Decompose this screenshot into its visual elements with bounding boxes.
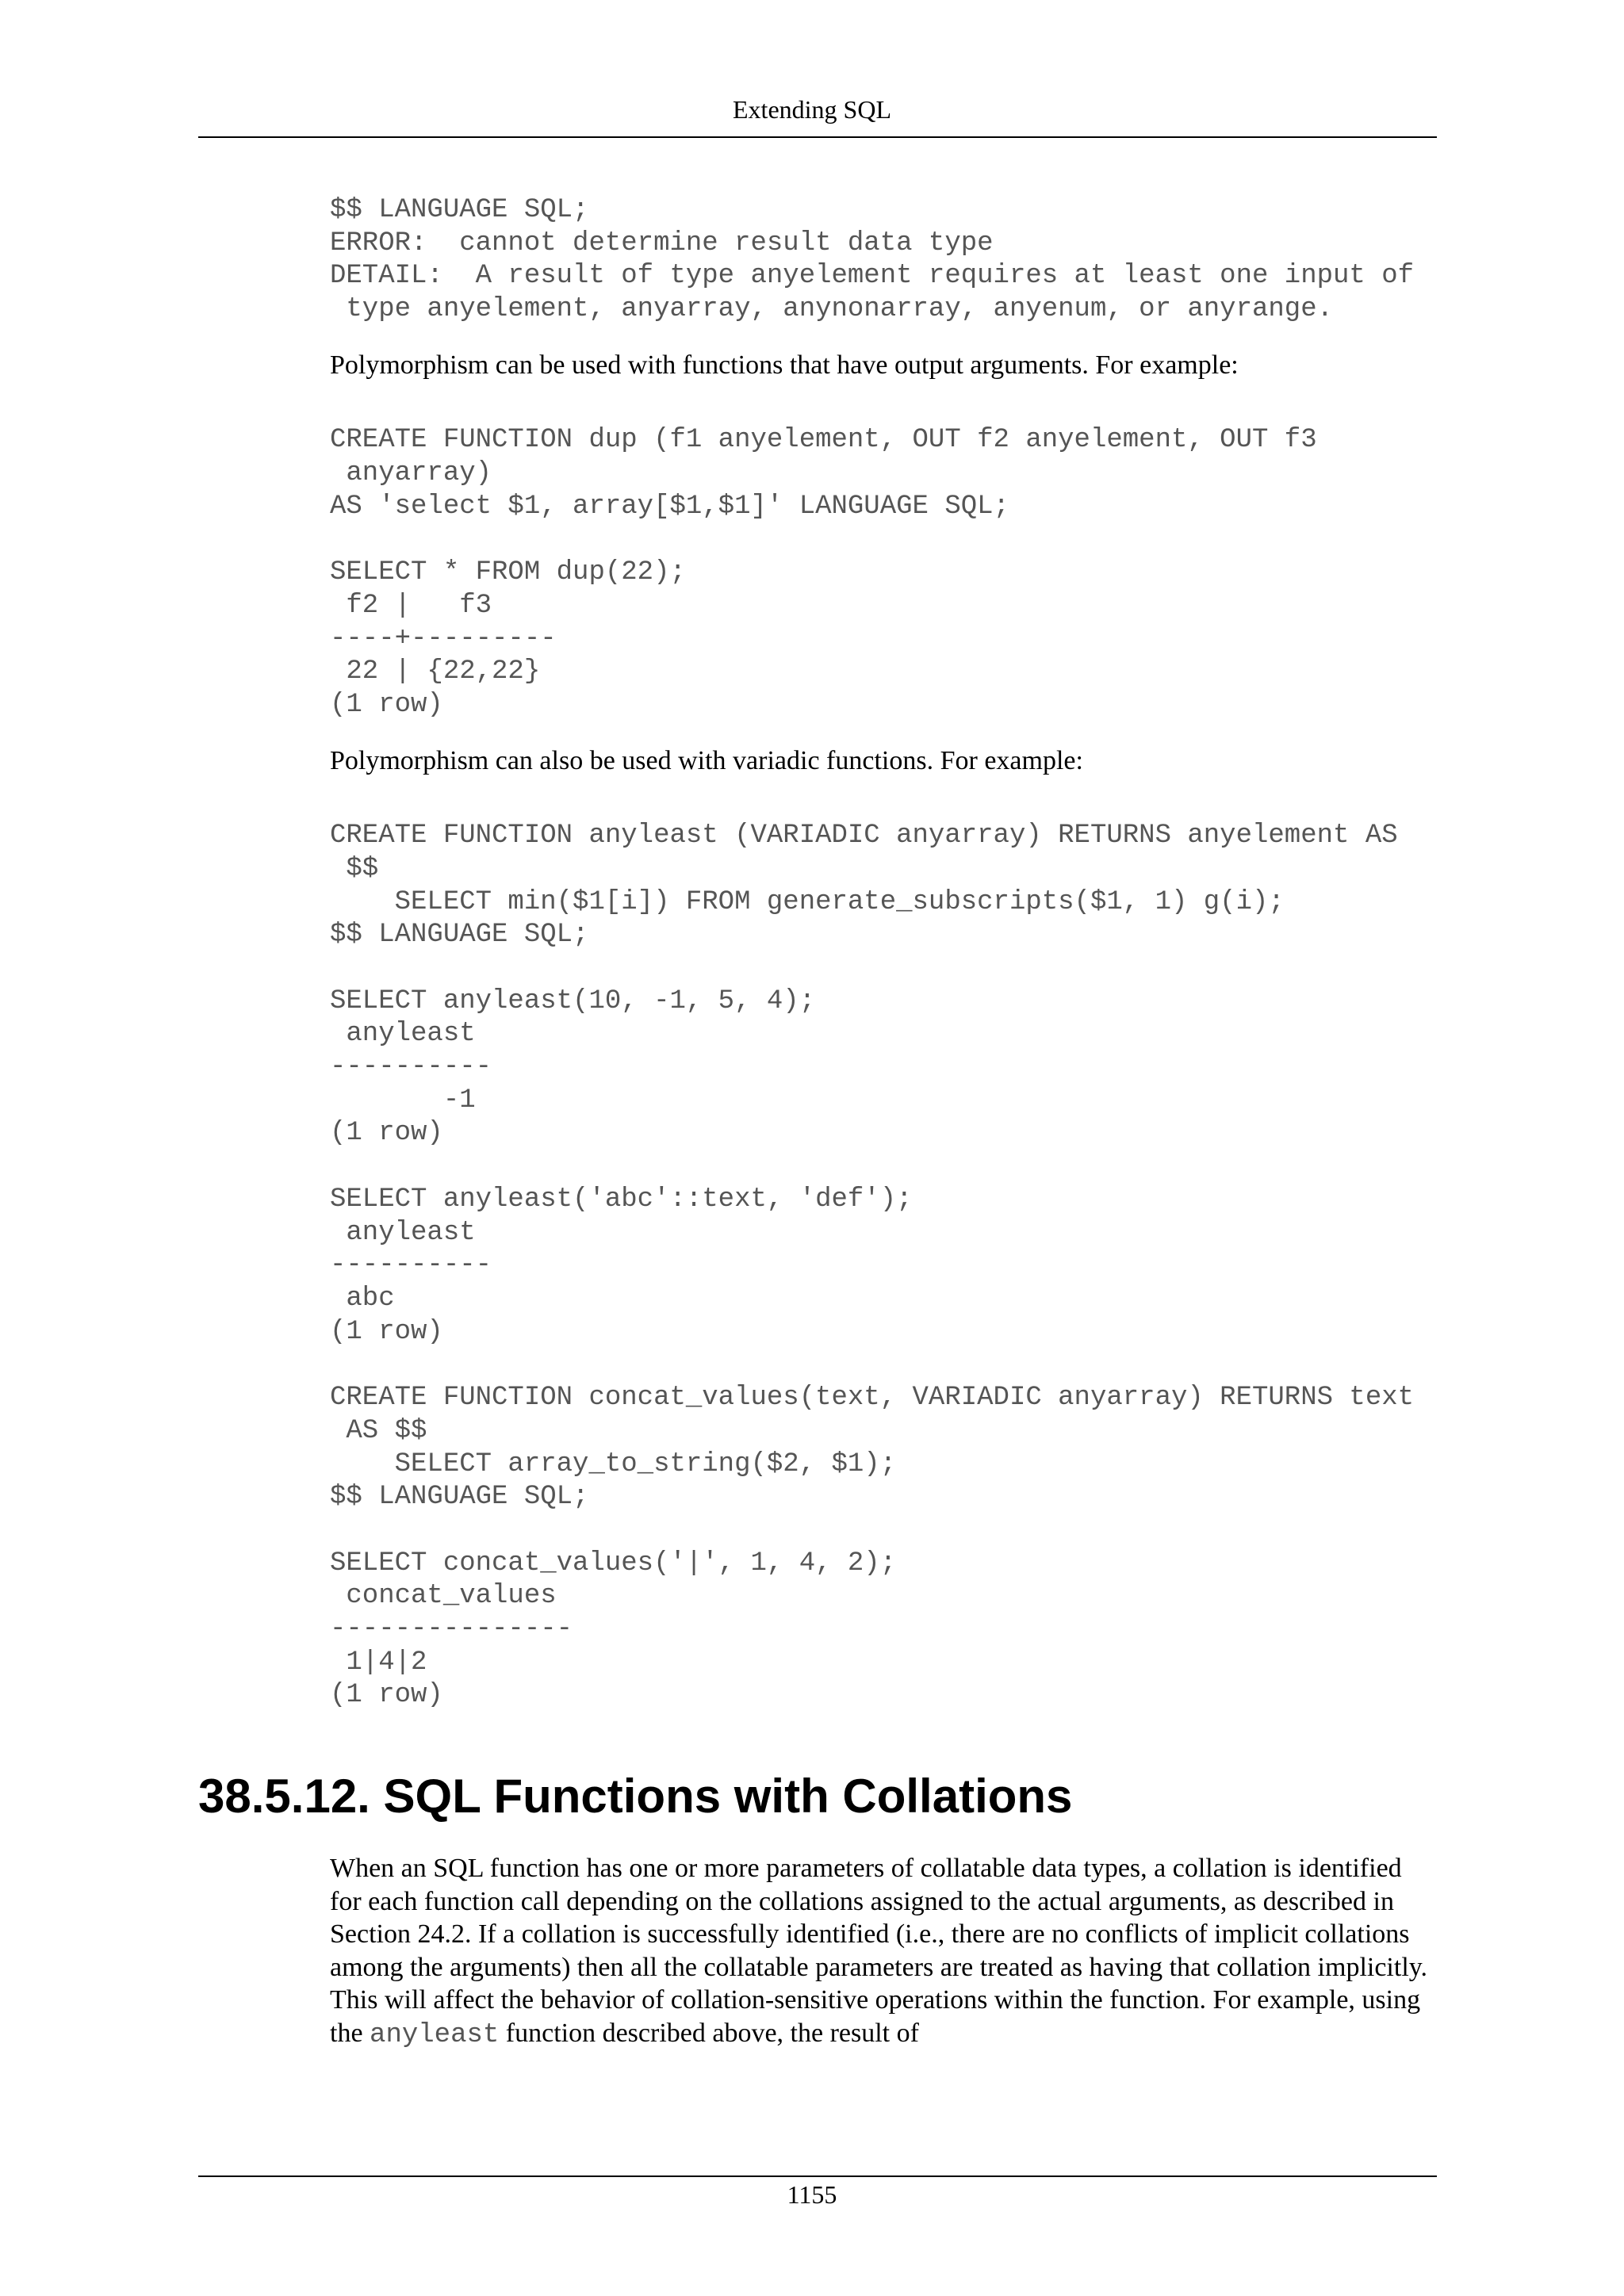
page-number: 1155 bbox=[787, 2180, 837, 2209]
collations-section-body bbox=[330, 1852, 1438, 2052]
footer-rule bbox=[198, 2175, 1437, 2177]
running-header: Extending SQL bbox=[733, 95, 891, 124]
header-rule bbox=[198, 136, 1437, 138]
section-heading: 38.5.12. SQL Functions with Collations bbox=[198, 1770, 1073, 1823]
page-content bbox=[330, 194, 1440, 1712]
code-block-anyleast: CREATE FUNCTION anyleast (VARIADIC anyarray) RETURNS anyelement AS $$ SELECT min($1[i]) FROM generate_subscripts($1, 1) g(i); $$ LANGUAGE SQL; SELECT anyleast(10, -1, 5, 4); anyleast ---------- -1 (1 row) SELECT anyleast('abc'::text, 'def'); anyleast ---------- abc (1 row) CREATE FUNCTION concat_values(text, VARIADIC anyarray) RETURNS text AS $$ SELECT array_to_string($2, $1); $$ LANGUAGE SQL; SELECT concat_values('|', 1, 4, 2); concat_values --------------- 1|4|2 (1 row) bbox=[330, 821, 1415, 1711]
code-block-dup: CREATE FUNCTION dup (f1 anyelement, OUT f2 anyelement, OUT f3 anyarray) AS 'select $1, array[$1,$1]' LANGUAGE SQL; SELECT * FROM dup(22); f2 | f3 ----+--------- 22 | {22,22} (1 row) bbox=[330, 425, 1317, 720]
paragraph-collations-text: When an SQL function has one or more parameters of collatable data types, a collation is identified for each function call depending on the collations assigned to the actual arguments, as described in Section 24.2. If a collation is successfully identified (i.e., there are no conflicts of implicit collations among the arguments) then all the collatable parameters are treated as having that collation implicitly. This will affect the behavior of collation-sensitive operations within the function. For example, using the bbox=[330, 1854, 1428, 2048]
code-block-error: $$ LANGUAGE SQL; ERROR: cannot determine result data type DETAIL: A result of type anyelement requires at least one input of type anyelement, anyarray, anynonarray, anyenum, or anyrange. bbox=[330, 195, 1415, 325]
paragraph-collations-tail: function described above, the result of bbox=[505, 2018, 919, 2048]
inline-code-anyleast: anyleast bbox=[370, 2019, 500, 2050]
paragraph-output-arguments: Polymorphism can be used with functions that have output arguments. For example: bbox=[330, 350, 1239, 380]
paragraph-variadic: Polymorphism can also be used with variadic functions. For example: bbox=[330, 745, 1083, 775]
paragraph-collations bbox=[330, 1852, 1438, 2052]
